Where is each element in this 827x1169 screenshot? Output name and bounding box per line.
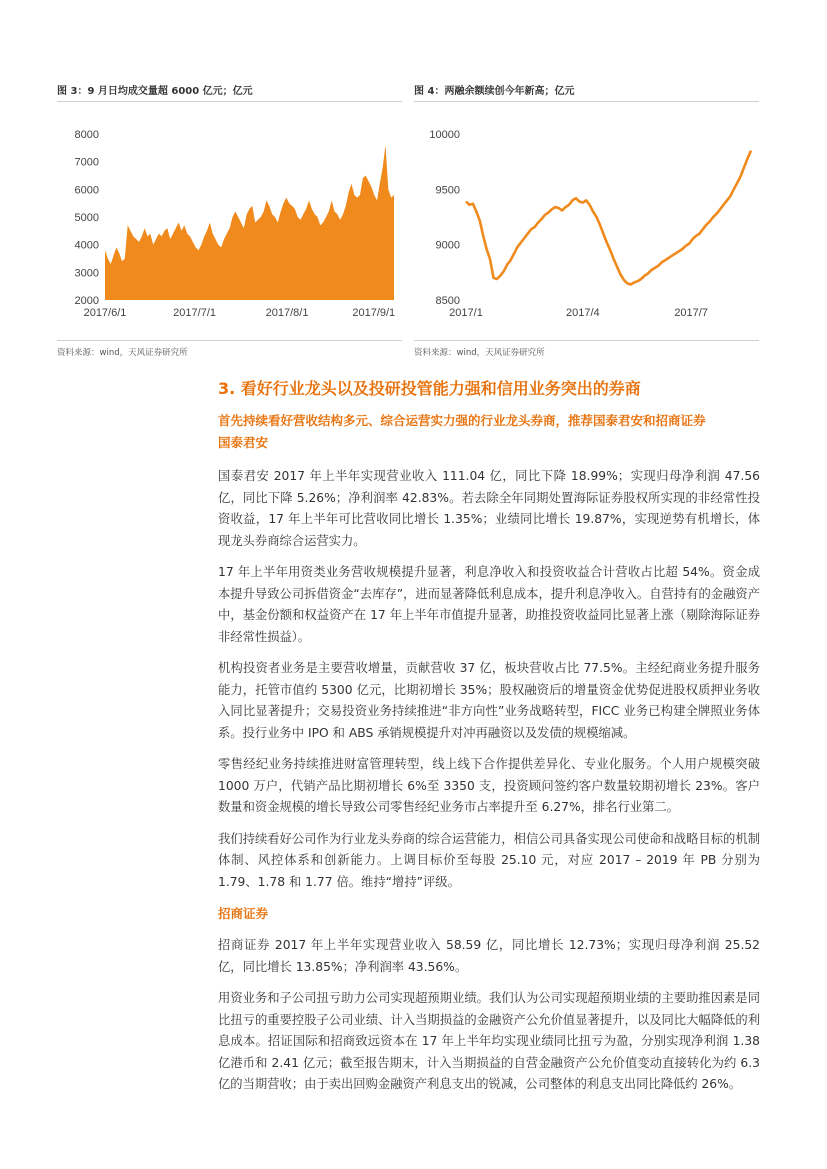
- y-tick-label: 2000: [74, 295, 99, 307]
- y-tick-label: 5000: [74, 212, 99, 224]
- y-tick-label: 9500: [435, 184, 460, 197]
- y-tick-label: 3000: [74, 267, 99, 280]
- y-tick-label: 8000: [74, 129, 99, 141]
- paragraph-gtja-4: 零售经纪业务持续推进财富管理转型，线上线下合作提供差异化、专业化服务。个人用户规模突破 1000 万户，代销产品比期初增长 6%至 3350 支，投资顾问签约客户数量较期初增长 23%。客户数量和资金规模的增长导致公司零售经纪业务市占率提升至 6.27%，排名行业第二。: [218, 757, 760, 814]
- section-lead: 首先持续看好营收结构多元、综合运营实力强的行业龙头券商，推荐国泰君安和招商证券: [218, 413, 706, 428]
- figure-3-title: 图 3：9 月日均成交量超 6000 亿元；亿元: [57, 82, 402, 102]
- x-tick-label: 2017/7: [674, 307, 708, 319]
- figure-3: [57, 82, 402, 358]
- line-series: [466, 151, 751, 285]
- x-tick-label: 2017/4: [566, 307, 600, 319]
- figure-3-source: 资料来源：wind，天风证券研究所: [57, 340, 402, 358]
- section-body: [218, 410, 760, 1096]
- y-tick-label: 7000: [74, 156, 99, 169]
- figure-4-source: 资料来源：wind，天风证券研究所: [414, 340, 759, 358]
- area-series: [105, 145, 394, 300]
- x-tick-label: 2017/8/1: [265, 307, 309, 319]
- y-tick-label: 10000: [429, 129, 460, 141]
- x-tick-label: 2017/9/1: [352, 307, 396, 319]
- paragraph-gtja-5: 我们持续看好公司作为行业龙头券商的综合运营能力，相信公司具备实现公司使命和战略目标的机制体制、风控体系和创新能力。上调目标价至每股 25.10 元，对应 2017 – 2019 年 PB 分别为 1.79、1.78 和 1.77 倍。维持“增持”评级。: [218, 831, 760, 889]
- figure-4: [414, 82, 759, 358]
- section-heading: 3. 看好行业龙头以及投研投管能力强和信用业务突出的券商: [218, 379, 641, 398]
- y-tick-label: 8500: [435, 295, 460, 307]
- x-tick-label: 2017/7/1: [173, 307, 217, 319]
- paragraph-cms-1: 招商证券 2017 年上半年实现营业收入 58.59 亿，同比增长 12.73%；实现归母净利润 25.52 亿，同比增长 13.85%；净利润率 43.56%。: [218, 938, 760, 974]
- x-tick-label: 2017/1: [449, 307, 483, 319]
- figure-4-title: 图 4：两融余额续创今年新高；亿元: [414, 82, 759, 102]
- paragraph-gtja-3: 机构投资者业务是主要营收增量，贡献营收 37 亿，板块营收占比 77.5%。主经纪商业务提升服务能力，托管市值约 5300 亿元，比期初增长 35%；股权融资后的增量资金优势促进股权质押业务收入同比显著提升；交易投资业务持续推进“非方向性”业务战略转型，FICC 业务已构建全牌照业务体系。投行业务中 IPO 和 ABS 承销规模提升对冲再融资以及发债的规模缩减。: [218, 661, 760, 740]
- y-tick-label: 4000: [74, 239, 99, 252]
- subheading-guotai-junan: 国泰君安: [218, 435, 269, 450]
- paragraph-gtja-2: 17 年上半年用资类业务营收规模提升显著，利息净收入和投资收益合计营收占比超 54%。资金成本提升导致公司拆借资金“去库存”，进而显著降低利息成本，提升利息净收入。自营持有的金融资产中，基金份额和权益资产在 17 年上半年市值提升显著，助推投资收益同比显著上涨（剔除海际证券非经常性损益）。: [218, 565, 760, 644]
- y-tick-label: 6000: [74, 184, 99, 197]
- paragraph-gtja-1: 国泰君安 2017 年上半年实现营业收入 111.04 亿，同比下降 18.99%；实现归母净利润 47.56 亿，同比下降 5.26%；净利润率 42.83%。若去除全年同期处置海际证券股权所实现的非经常性投资收益，17 年上半年可比营收同比增长 1.35%；业绩同比增长 19.87%，实现逆势有机增长，体现龙头券商综合运营实力。: [218, 469, 760, 548]
- paragraph-cms-2: 用资业务和子公司扭亏助力公司实现超预期业绩。我们认为公司实现超预期业绩的主要助推因素是同比扭亏的重要控股子公司业绩、计入当期损益的金融资产公允价值显著提升，以及同比大幅降低的利息成本。招证国际和招商致远资本在 17 年上半年均实现业绩同比扭亏为盈，分别实现净利润 1.38 亿港币和 2.41 亿元；截至报告期末，计入当期损益的自营金融资产公允价值变动直接转化为约 6.3 亿的当期营收；由于卖出回购金融资产利息支出的锐减，公司整体的利息支出同比降低约 26%。: [218, 991, 760, 1091]
- y-tick-label: 9000: [435, 239, 460, 252]
- figure-4-chart: [414, 106, 759, 338]
- figure-3-chart: [57, 106, 402, 338]
- subheading-china-merchants: 招商证券: [218, 906, 269, 921]
- x-tick-label: 2017/6/1: [83, 307, 127, 319]
